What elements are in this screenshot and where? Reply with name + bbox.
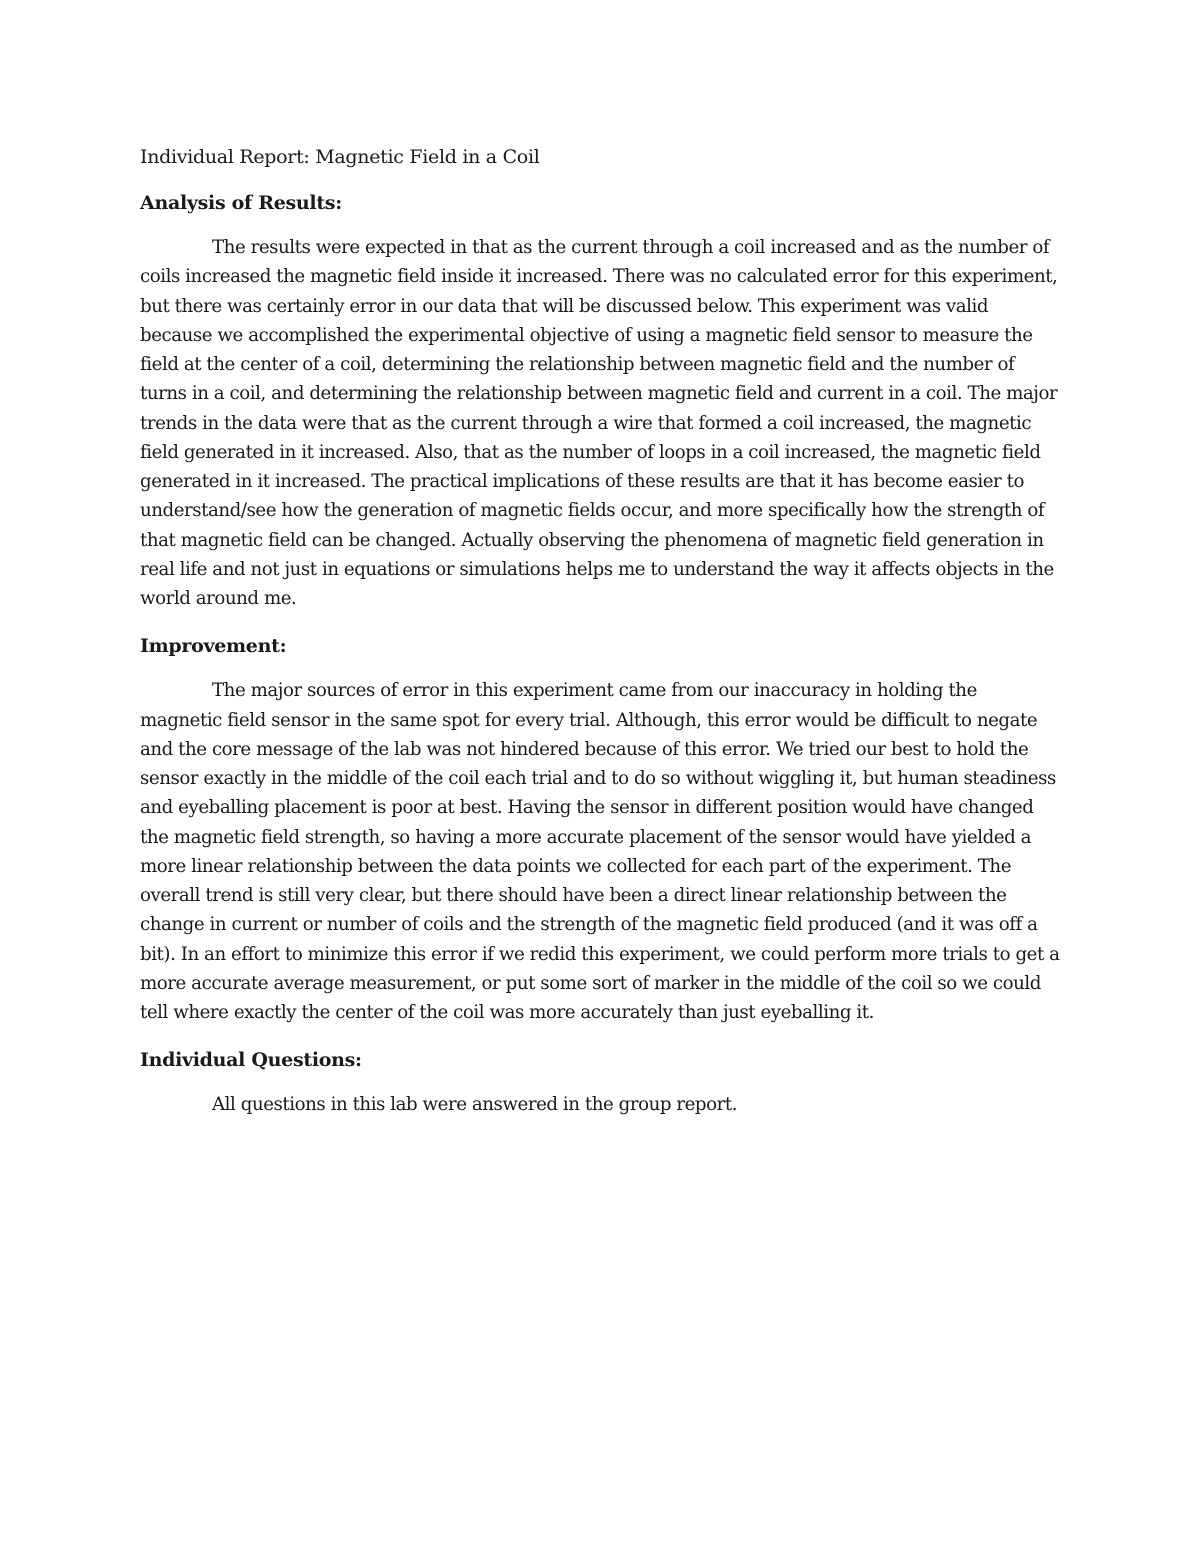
document-title: Individual Report: Magnetic Field in a Coil [140, 146, 540, 168]
document-body [140, 141, 1062, 1120]
paragraph-analysis: The results were expected in that as the current through a coil increased and as the number of coils increased the magnetic field inside it increased. There was no calculated error for this experiment, but there was certainly error in our data that will be discussed below. This experiment was valid because we accomplished the experimental objective of using a magnetic field sensor to measure the field at the center of a coil, determining the relationship between magnetic field and the number of turns in a coil, and determining the relationship between magnetic field and current in a coil. The major trends in the data were that as the current through a wire that formed a coil increased, the magnetic field generated in it increased. Also, that as the number of loops in a coil increased, the magnetic field generated in it increased. The practical implications of these results are that it has become easier to understand/see how the generation of magnetic fields occur, and more specifically how the strength of that magnetic field can be changed. Actually observing the phenomena of magnetic field generation in real life and not just in equations or simulations helps me to understand the way it affects objects in the world around me. [140, 237, 1058, 609]
section-heading-individual-questions: Individual Questions: [140, 1049, 362, 1072]
paragraph-individual-questions: All questions in this lab were answered in the group report. [212, 1094, 738, 1116]
paragraph-improvement: The major sources of error in this experiment came from our inaccuracy in holding the magnetic field sensor in the same spot for every trial. Although, this error would be difficult to negate and the core message of the lab was not hindered because of this error. We tried our best to hold the sensor exactly in the middle of the coil each trial and to do so without wiggling it, but human steadiness and eyeballing placement is poor at best. Having the sensor in different position would have changed the magnetic field strength, so having a more accurate placement of the sensor would have yielded a more linear relationship between the data points we collected for each part of the experiment. The overall trend is still very clear, but there should have been a direct linear relationship between the change in current or number of coils and the strength of the magnetic field produced (and it was off a bit). In an effort to minimize this error if we redid this experiment, we could perform more trials to get a more accurate average measurement, or put some sort of marker in the middle of the coil so we could tell where exactly the center of the coil was more accurately than just eyeballing it. [140, 680, 1060, 1023]
section-heading-analysis: Analysis of Results: [140, 192, 342, 214]
section-heading-improvement: Improvement: [140, 635, 287, 658]
